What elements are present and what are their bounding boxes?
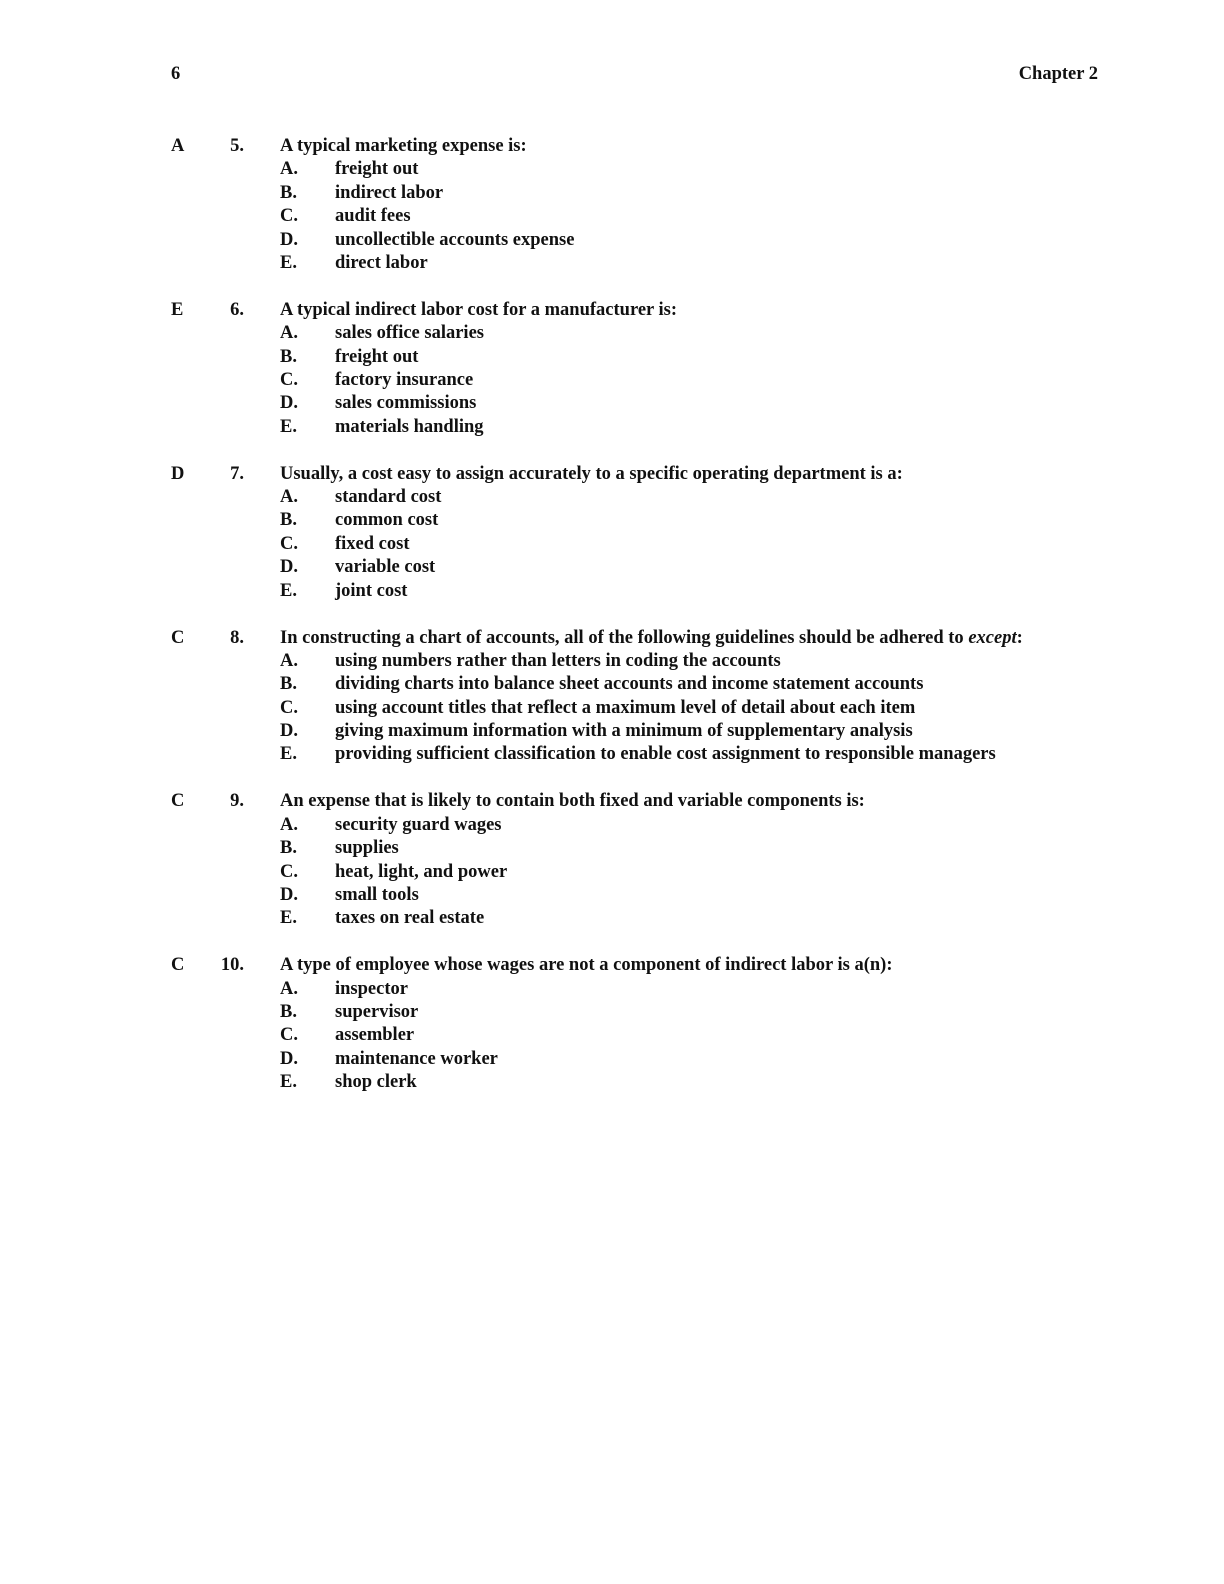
option-row (0, 697, 1224, 720)
option-letter: C. (280, 206, 298, 227)
answer-key: A (171, 136, 185, 156)
question-item (0, 299, 1224, 439)
question-number: 6. (230, 299, 244, 320)
question-number: 7. (230, 463, 244, 484)
option-row (0, 1001, 1224, 1024)
option-text: factory insurance (335, 370, 474, 391)
option-letter: A. (280, 159, 298, 180)
option-letter: D. (280, 721, 298, 742)
option-row (0, 1024, 1224, 1047)
option-text: freight out (335, 159, 419, 180)
option-letter: D. (280, 393, 298, 414)
option-row (0, 1071, 1224, 1094)
option-text: using numbers rather than letters in coding the accounts (335, 650, 781, 671)
question-row (0, 627, 1224, 650)
option-row (0, 229, 1224, 252)
option-row (0, 556, 1224, 579)
question-text-main: A type of employee whose wages are not a component of indirect labor is a(n): (280, 955, 893, 976)
question-row (0, 954, 1224, 977)
option-row (0, 907, 1224, 930)
option-row (0, 814, 1224, 837)
chapter-title: Chapter 2 (1018, 64, 1098, 84)
option-letter: B. (280, 838, 297, 859)
option-letter: B. (280, 346, 297, 367)
option-text: heat, light, and power (335, 861, 508, 882)
question-item (0, 954, 1224, 1094)
option-letter: C. (280, 697, 298, 718)
question-item (0, 790, 1224, 930)
option-text: sales office salaries (335, 323, 484, 344)
option-row (0, 978, 1224, 1001)
option-text: audit fees (335, 206, 411, 227)
option-letter: A. (280, 487, 298, 508)
option-text: supplies (335, 838, 399, 859)
option-letter: C. (280, 1025, 298, 1046)
option-row (0, 509, 1224, 532)
option-letter: B. (280, 674, 297, 695)
option-row (0, 533, 1224, 556)
question-item (0, 627, 1224, 767)
question-number: 10. (220, 955, 244, 976)
option-row (0, 1048, 1224, 1071)
option-row (0, 346, 1224, 369)
page-number: 6 (171, 64, 181, 84)
option-letter: E. (280, 580, 297, 601)
option-letter: E. (280, 252, 297, 273)
question-text (280, 463, 903, 486)
option-text: common cost (335, 510, 439, 531)
option-row (0, 861, 1224, 884)
option-text: using account titles that reflect a maximum level of detail about each item (335, 697, 916, 718)
option-row (0, 392, 1224, 415)
option-text: joint cost (335, 580, 408, 601)
option-letter: D. (280, 884, 298, 905)
option-text: direct labor (335, 252, 428, 273)
option-row (0, 837, 1224, 860)
option-text: materials handling (335, 416, 484, 437)
option-row (0, 205, 1224, 228)
question-number: 5. (230, 136, 244, 156)
option-row (0, 580, 1224, 603)
option-letter: A. (280, 650, 298, 671)
option-letter: D. (280, 229, 298, 250)
option-text: freight out (335, 346, 419, 367)
option-text: inspector (335, 978, 408, 999)
option-text: providing sufficient classification to enable cost assignment to responsible managers (335, 744, 996, 765)
question-list (0, 135, 1224, 1118)
question-text (280, 790, 865, 813)
option-letter: B. (280, 182, 297, 203)
question-text (280, 299, 677, 322)
option-text: giving maximum information with a minimum of supplementary analysis (335, 721, 913, 742)
option-row (0, 182, 1224, 205)
option-letter: C. (280, 533, 298, 554)
question-number: 8. (230, 627, 244, 648)
answer-key: C (171, 791, 185, 812)
option-row (0, 743, 1224, 766)
option-text: assembler (335, 1025, 415, 1046)
option-text: dividing charts into balance sheet accounts and income statement accounts (335, 674, 924, 695)
option-letter: E. (280, 416, 297, 437)
question-text (280, 135, 527, 158)
question-item (0, 463, 1224, 603)
option-text: indirect labor (335, 182, 444, 203)
question-number: 9. (230, 791, 244, 812)
option-letter: D. (280, 557, 298, 578)
option-letter: C. (280, 861, 298, 882)
option-text: small tools (335, 884, 419, 905)
question-row (0, 299, 1224, 322)
option-letter: D. (280, 1048, 298, 1069)
option-letter: E. (280, 1072, 297, 1093)
question-row (0, 463, 1224, 486)
option-row (0, 673, 1224, 696)
option-text: standard cost (335, 487, 442, 508)
option-text: shop clerk (335, 1072, 417, 1093)
option-text: security guard wages (335, 814, 502, 835)
question-text-main: A typical indirect labor cost for a manufacturer is: (280, 299, 678, 320)
option-letter: C. (280, 370, 298, 391)
option-letter: A. (280, 978, 298, 999)
question-text (280, 627, 1023, 650)
question-row (0, 135, 1224, 158)
option-row (0, 416, 1224, 439)
question-text-emphasis: except (968, 627, 1017, 648)
question-row (0, 790, 1224, 813)
question-text-main: Usually, a cost easy to assign accurately to a specific operating department is a: (280, 463, 903, 484)
question-text (280, 954, 893, 977)
option-text: maintenance worker (335, 1048, 498, 1069)
option-letter: A. (280, 814, 298, 835)
option-letter: B. (280, 1002, 297, 1022)
option-text: variable cost (335, 557, 436, 578)
option-row (0, 720, 1224, 743)
option-row (0, 158, 1224, 181)
option-letter: B. (280, 510, 297, 531)
answer-key: C (171, 955, 185, 976)
answer-key: D (171, 463, 185, 484)
question-text-main: In constructing a chart of accounts, all of the following guidelines should be adhered to (280, 627, 964, 648)
option-text: fixed cost (335, 533, 410, 554)
option-text: supervisor (335, 1002, 419, 1022)
option-row (0, 486, 1224, 509)
option-row (0, 650, 1224, 673)
option-text: sales commissions (335, 393, 477, 414)
option-row (0, 369, 1224, 392)
option-row (0, 252, 1224, 275)
answer-key: C (171, 627, 185, 648)
question-text-main: A typical marketing expense is: (280, 136, 527, 156)
option-text: uncollectible accounts expense (335, 229, 575, 250)
option-letter: A. (280, 323, 298, 344)
option-row (0, 322, 1224, 345)
option-text: taxes on real estate (335, 908, 485, 929)
answer-key: E (171, 299, 184, 320)
option-letter: E. (280, 744, 297, 765)
option-row (0, 884, 1224, 907)
question-item (0, 135, 1224, 275)
question-text-main: An expense that is likely to contain both fixed and variable components is: (280, 791, 865, 812)
question-text-end: : (1016, 627, 1023, 648)
option-letter: E. (280, 908, 297, 929)
